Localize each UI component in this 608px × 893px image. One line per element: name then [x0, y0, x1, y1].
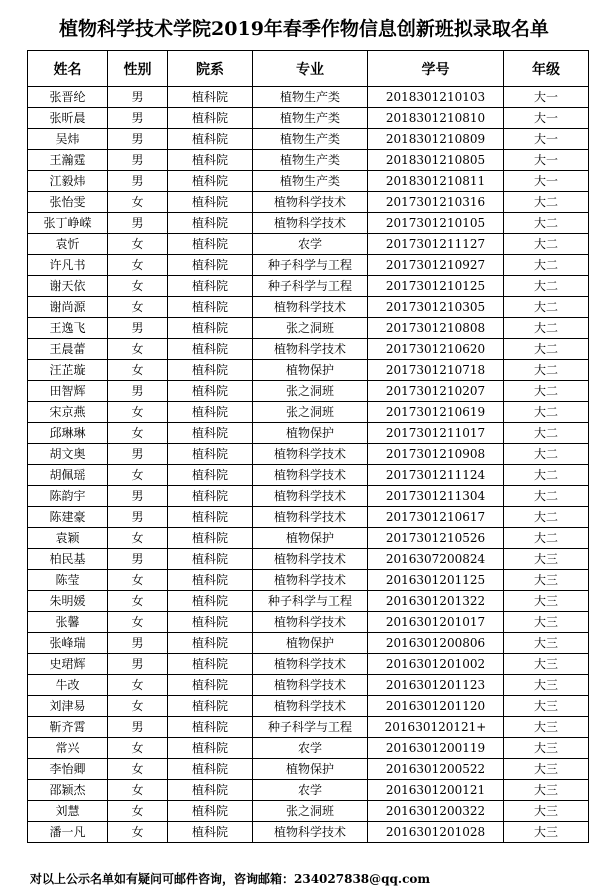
cell-grade: 大一 — [504, 108, 589, 129]
cell-college: 植科院 — [168, 612, 253, 633]
table-row — [28, 486, 589, 507]
cell-gender: 男 — [108, 654, 168, 675]
cell-gender: 女 — [108, 822, 168, 843]
table-row — [28, 318, 589, 339]
cell-major: 植物科学技术 — [253, 822, 368, 843]
cell-gender: 女 — [108, 360, 168, 381]
cell-name: 靳齐霄 — [28, 717, 108, 738]
cell-grade: 大三 — [504, 549, 589, 570]
table-row — [28, 87, 589, 108]
table-row — [28, 108, 589, 129]
cell-student-id: 2017301210808 — [368, 318, 504, 339]
cell-name: 王晨蕾 — [28, 339, 108, 360]
cell-college: 植科院 — [168, 465, 253, 486]
cell-major: 植物科学技术 — [253, 654, 368, 675]
cell-gender: 男 — [108, 381, 168, 402]
cell-student-id: 2016301200121 — [368, 780, 504, 801]
cell-college: 植科院 — [168, 675, 253, 696]
cell-student-id: 2018301210811 — [368, 171, 504, 192]
cell-grade: 大一 — [504, 87, 589, 108]
cell-student-id: 2017301210207 — [368, 381, 504, 402]
cell-student-id: 2017301210305 — [368, 297, 504, 318]
cell-college: 植科院 — [168, 801, 253, 822]
table-row — [28, 444, 589, 465]
table-row — [28, 297, 589, 318]
table-row — [28, 717, 589, 738]
cell-student-id: 2018301210805 — [368, 150, 504, 171]
cell-student-id: 2017301210105 — [368, 213, 504, 234]
cell-college: 植科院 — [168, 654, 253, 675]
table-row — [28, 738, 589, 759]
table-row — [28, 591, 589, 612]
cell-major: 植物生产类 — [253, 171, 368, 192]
cell-name: 常兴 — [28, 738, 108, 759]
cell-gender: 女 — [108, 780, 168, 801]
cell-student-id: 2016301201123 — [368, 675, 504, 696]
table-row — [28, 339, 589, 360]
cell-student-id: 2018301210809 — [368, 129, 504, 150]
cell-student-id: 2016301201017 — [368, 612, 504, 633]
cell-student-id: 2017301210316 — [368, 192, 504, 213]
table-row — [28, 528, 589, 549]
cell-college: 植科院 — [168, 108, 253, 129]
cell-major: 农学 — [253, 780, 368, 801]
table-row — [28, 360, 589, 381]
cell-student-id: 2016301200119 — [368, 738, 504, 759]
cell-grade: 大一 — [504, 171, 589, 192]
cell-major: 张之洞班 — [253, 318, 368, 339]
cell-gender: 女 — [108, 276, 168, 297]
cell-name: 史珺辉 — [28, 654, 108, 675]
cell-college: 植科院 — [168, 780, 253, 801]
column-header-grade: 年级 — [504, 51, 589, 87]
cell-major: 种子科学与工程 — [253, 717, 368, 738]
cell-student-id: 2016301200322 — [368, 801, 504, 822]
cell-major: 植物科学技术 — [253, 549, 368, 570]
cell-student-id: 20163012012​1+ — [368, 717, 504, 738]
cell-student-id: 2017301211124 — [368, 465, 504, 486]
cell-college: 植科院 — [168, 87, 253, 108]
cell-gender: 男 — [108, 549, 168, 570]
cell-student-id: 2016301201120 — [368, 696, 504, 717]
cell-grade: 大三 — [504, 675, 589, 696]
cell-name: 刘津易 — [28, 696, 108, 717]
cell-student-id: 2016301200806 — [368, 633, 504, 654]
cell-gender: 男 — [108, 171, 168, 192]
cell-student-id: 2016301201125 — [368, 570, 504, 591]
cell-college: 植科院 — [168, 423, 253, 444]
cell-college: 植科院 — [168, 402, 253, 423]
cell-student-id: 2017301211304 — [368, 486, 504, 507]
cell-major: 种子科学与工程 — [253, 591, 368, 612]
column-header-gender: 性别 — [108, 51, 168, 87]
cell-gender: 女 — [108, 759, 168, 780]
table-row — [28, 213, 589, 234]
cell-grade: 大一 — [504, 129, 589, 150]
cell-grade: 大三 — [504, 801, 589, 822]
cell-college: 植科院 — [168, 192, 253, 213]
table-row — [28, 465, 589, 486]
cell-college: 植科院 — [168, 738, 253, 759]
cell-name: 田智辉 — [28, 381, 108, 402]
cell-grade: 大二 — [504, 192, 589, 213]
column-header-college: 院系 — [168, 51, 253, 87]
cell-major: 植物科学技术 — [253, 213, 368, 234]
cell-grade: 大三 — [504, 696, 589, 717]
cell-name: 柏民基 — [28, 549, 108, 570]
cell-college: 植科院 — [168, 696, 253, 717]
cell-gender: 女 — [108, 570, 168, 591]
cell-name: 张峰瑞 — [28, 633, 108, 654]
cell-major: 植物生产类 — [253, 87, 368, 108]
cell-major: 种子科学与工程 — [253, 276, 368, 297]
cell-grade: 大二 — [504, 255, 589, 276]
cell-major: 植物保护 — [253, 360, 368, 381]
cell-college: 植科院 — [168, 570, 253, 591]
table-row — [28, 129, 589, 150]
cell-gender: 男 — [108, 633, 168, 654]
cell-college: 植科院 — [168, 549, 253, 570]
cell-student-id: 2017301210526 — [368, 528, 504, 549]
cell-college: 植科院 — [168, 339, 253, 360]
cell-student-id: 2017301210908 — [368, 444, 504, 465]
cell-grade: 大二 — [504, 528, 589, 549]
cell-major: 植物生产类 — [253, 129, 368, 150]
cell-grade: 大二 — [504, 213, 589, 234]
cell-major: 植物科学技术 — [253, 192, 368, 213]
cell-student-id: 2018301210103 — [368, 87, 504, 108]
column-header-name: 姓名 — [28, 51, 108, 87]
cell-name: 江毅炜 — [28, 171, 108, 192]
cell-student-id: 2016301201322 — [368, 591, 504, 612]
cell-college: 植科院 — [168, 486, 253, 507]
cell-grade: 大二 — [504, 507, 589, 528]
cell-gender: 男 — [108, 108, 168, 129]
cell-gender: 女 — [108, 528, 168, 549]
cell-major: 植物科学技术 — [253, 507, 368, 528]
cell-college: 植科院 — [168, 129, 253, 150]
cell-name: 宋京燕 — [28, 402, 108, 423]
cell-college: 植科院 — [168, 150, 253, 171]
cell-college: 植科院 — [168, 381, 253, 402]
cell-gender: 男 — [108, 717, 168, 738]
cell-name: 张昕晨 — [28, 108, 108, 129]
cell-grade: 大三 — [504, 633, 589, 654]
table-row — [28, 192, 589, 213]
table-row — [28, 696, 589, 717]
cell-major: 植物科学技术 — [253, 465, 368, 486]
cell-name: 王逸飞 — [28, 318, 108, 339]
table-row — [28, 507, 589, 528]
cell-gender: 女 — [108, 297, 168, 318]
cell-college: 植科院 — [168, 507, 253, 528]
cell-grade: 大三 — [504, 759, 589, 780]
cell-major: 张之洞班 — [253, 402, 368, 423]
cell-grade: 大二 — [504, 339, 589, 360]
cell-student-id: 2017301210927 — [368, 255, 504, 276]
cell-gender: 女 — [108, 696, 168, 717]
table-row — [28, 570, 589, 591]
cell-college: 植科院 — [168, 591, 253, 612]
cell-grade: 大三 — [504, 822, 589, 843]
cell-grade: 大二 — [504, 486, 589, 507]
cell-name: 吴炜 — [28, 129, 108, 150]
cell-name: 陈韵宇 — [28, 486, 108, 507]
column-header-student-id: 学号 — [368, 51, 504, 87]
cell-gender: 女 — [108, 255, 168, 276]
cell-name: 刘慧 — [28, 801, 108, 822]
table-body — [28, 87, 589, 843]
cell-grade: 大三 — [504, 780, 589, 801]
cell-gender: 女 — [108, 339, 168, 360]
cell-major: 农学 — [253, 234, 368, 255]
cell-major: 植物科学技术 — [253, 339, 368, 360]
table-row — [28, 171, 589, 192]
table-row — [28, 780, 589, 801]
cell-grade: 大二 — [504, 444, 589, 465]
table-row — [28, 654, 589, 675]
cell-name: 袁颖 — [28, 528, 108, 549]
cell-student-id: 2018301210810 — [368, 108, 504, 129]
cell-grade: 大二 — [504, 297, 589, 318]
cell-gender: 男 — [108, 486, 168, 507]
cell-major: 植物科学技术 — [253, 675, 368, 696]
cell-grade: 大三 — [504, 612, 589, 633]
table-row — [28, 381, 589, 402]
cell-name: 朱明媛 — [28, 591, 108, 612]
cell-gender: 女 — [108, 423, 168, 444]
cell-gender: 女 — [108, 738, 168, 759]
cell-grade: 大二 — [504, 360, 589, 381]
page-title: 植物科学技术学院2019年春季作物信息创新班拟录取名单 — [59, 18, 549, 40]
cell-gender: 男 — [108, 129, 168, 150]
table-row — [28, 549, 589, 570]
cell-student-id: 2017301210619 — [368, 402, 504, 423]
cell-major: 植物科学技术 — [253, 696, 368, 717]
cell-major: 张之洞班 — [253, 381, 368, 402]
cell-name: 谢天依 — [28, 276, 108, 297]
cell-name: 汪芷璇 — [28, 360, 108, 381]
cell-major: 植物生产类 — [253, 150, 368, 171]
cell-college: 植科院 — [168, 171, 253, 192]
cell-grade: 大二 — [504, 318, 589, 339]
cell-grade: 大三 — [504, 717, 589, 738]
cell-name: 胡佩瑶 — [28, 465, 108, 486]
table-row — [28, 759, 589, 780]
cell-grade: 大二 — [504, 276, 589, 297]
cell-gender: 女 — [108, 612, 168, 633]
cell-major: 植物科学技术 — [253, 570, 368, 591]
footer-note: 对以上公示名单如有疑问可邮件咨询，咨询邮箱：234027838@qq.com — [30, 872, 431, 886]
cell-student-id: 2017301210617 — [368, 507, 504, 528]
table-row — [28, 612, 589, 633]
cell-gender: 男 — [108, 87, 168, 108]
cell-name: 胡文奥 — [28, 444, 108, 465]
cell-college: 植科院 — [168, 213, 253, 234]
cell-name: 潘一凡 — [28, 822, 108, 843]
table-row — [28, 150, 589, 171]
cell-name: 陈莹 — [28, 570, 108, 591]
cell-major: 植物科学技术 — [253, 612, 368, 633]
cell-major: 植物科学技术 — [253, 297, 368, 318]
cell-student-id: 2016301201002 — [368, 654, 504, 675]
cell-college: 植科院 — [168, 276, 253, 297]
cell-grade: 大一 — [504, 150, 589, 171]
cell-gender: 男 — [108, 213, 168, 234]
cell-college: 植科院 — [168, 822, 253, 843]
cell-student-id: 2016307200824 — [368, 549, 504, 570]
cell-gender: 女 — [108, 234, 168, 255]
cell-gender: 女 — [108, 801, 168, 822]
cell-name: 王瀚霆 — [28, 150, 108, 171]
cell-name: 张馨 — [28, 612, 108, 633]
cell-name: 邱琳琳 — [28, 423, 108, 444]
cell-grade: 大三 — [504, 570, 589, 591]
cell-major: 植物生产类 — [253, 108, 368, 129]
cell-grade: 大二 — [504, 234, 589, 255]
table-row — [28, 276, 589, 297]
cell-student-id: 2017301210125 — [368, 276, 504, 297]
cell-gender: 男 — [108, 318, 168, 339]
cell-gender: 男 — [108, 444, 168, 465]
cell-college: 植科院 — [168, 360, 253, 381]
cell-grade: 大三 — [504, 654, 589, 675]
cell-college: 植科院 — [168, 717, 253, 738]
cell-name: 李怡卿 — [28, 759, 108, 780]
cell-gender: 女 — [108, 402, 168, 423]
cell-name: 许凡书 — [28, 255, 108, 276]
cell-major: 种子科学与工程 — [253, 255, 368, 276]
cell-major: 植物保护 — [253, 759, 368, 780]
cell-college: 植科院 — [168, 297, 253, 318]
cell-college: 植科院 — [168, 234, 253, 255]
cell-college: 植科院 — [168, 318, 253, 339]
cell-student-id: 2017301210620 — [368, 339, 504, 360]
cell-gender: 女 — [108, 591, 168, 612]
cell-gender: 女 — [108, 192, 168, 213]
cell-grade: 大二 — [504, 465, 589, 486]
cell-major: 植物科学技术 — [253, 444, 368, 465]
cell-major: 植物保护 — [253, 528, 368, 549]
table-row — [28, 633, 589, 654]
cell-college: 植科院 — [168, 759, 253, 780]
cell-student-id: 2017301210718 — [368, 360, 504, 381]
table-row — [28, 822, 589, 843]
cell-grade: 大二 — [504, 381, 589, 402]
table-row — [28, 402, 589, 423]
cell-name: 张晋纶 — [28, 87, 108, 108]
cell-gender: 女 — [108, 675, 168, 696]
cell-major: 植物科学技术 — [253, 486, 368, 507]
column-header-major: 专业 — [253, 51, 368, 87]
cell-gender: 女 — [108, 465, 168, 486]
cell-name: 牛改 — [28, 675, 108, 696]
cell-name: 张丁峥嵘 — [28, 213, 108, 234]
table-row — [28, 255, 589, 276]
table-row — [28, 801, 589, 822]
cell-major: 植物保护 — [253, 423, 368, 444]
cell-name: 陈建豪 — [28, 507, 108, 528]
table-header-row — [28, 51, 589, 87]
cell-grade: 大二 — [504, 402, 589, 423]
cell-college: 植科院 — [168, 255, 253, 276]
cell-college: 植科院 — [168, 528, 253, 549]
table-row — [28, 423, 589, 444]
cell-name: 谢尚源 — [28, 297, 108, 318]
cell-college: 植科院 — [168, 444, 253, 465]
admission-table — [27, 50, 589, 843]
cell-college: 植科院 — [168, 633, 253, 654]
cell-grade: 大三 — [504, 591, 589, 612]
cell-major: 张之洞班 — [253, 801, 368, 822]
cell-name: 邵颖杰 — [28, 780, 108, 801]
cell-student-id: 2016301201028 — [368, 822, 504, 843]
table-row — [28, 234, 589, 255]
cell-grade: 大三 — [504, 738, 589, 759]
cell-major: 农学 — [253, 738, 368, 759]
cell-name: 袁忻 — [28, 234, 108, 255]
cell-student-id: 2017301211127 — [368, 234, 504, 255]
cell-major: 植物保护 — [253, 633, 368, 654]
cell-student-id: 2016301200522 — [368, 759, 504, 780]
cell-gender: 男 — [108, 507, 168, 528]
cell-grade: 大二 — [504, 423, 589, 444]
cell-gender: 男 — [108, 150, 168, 171]
table-row — [28, 675, 589, 696]
cell-name: 张怡雯 — [28, 192, 108, 213]
cell-student-id: 2017301211017 — [368, 423, 504, 444]
